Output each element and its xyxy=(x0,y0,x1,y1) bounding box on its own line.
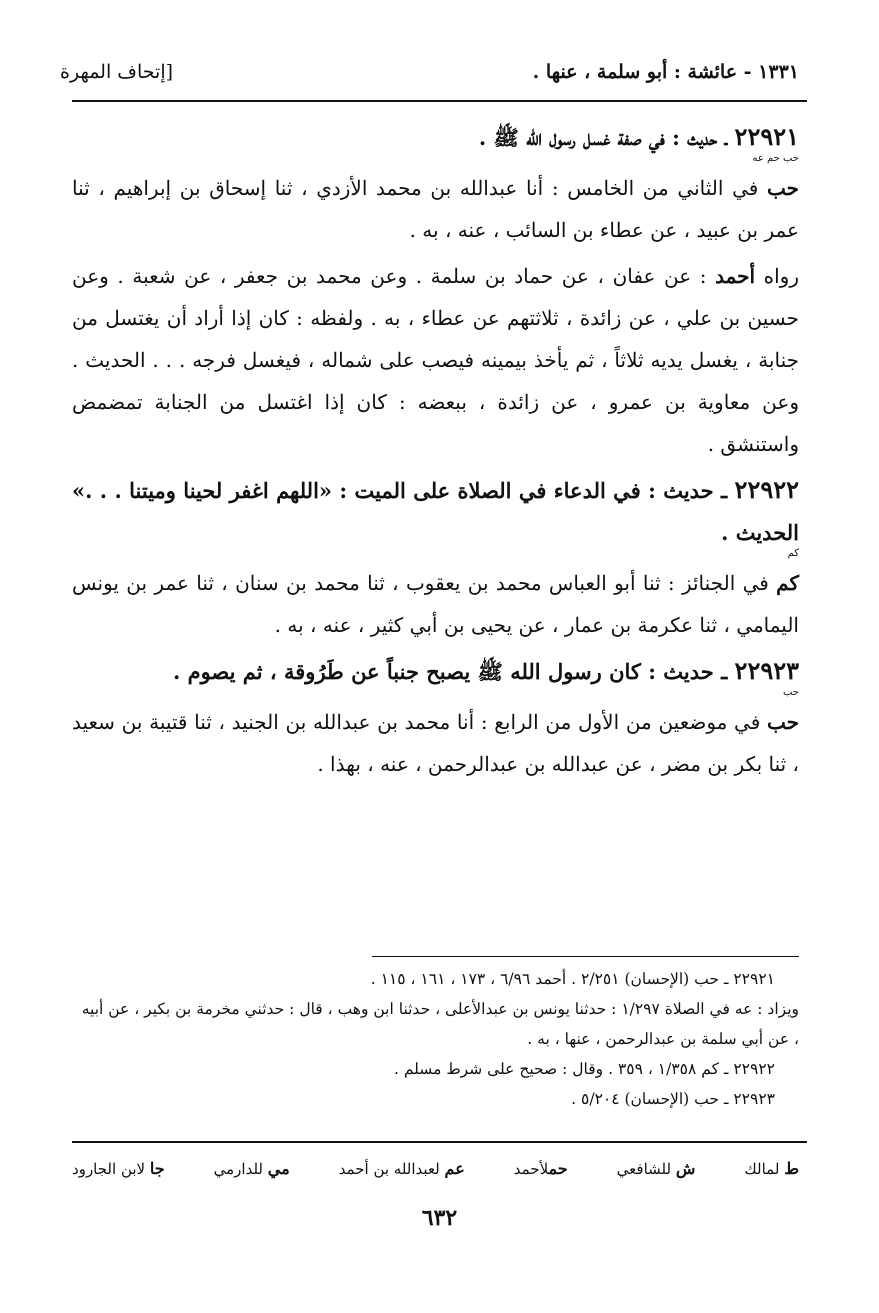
hadith-number: ٢٢٩٢٣ xyxy=(734,656,799,685)
hadith-entry xyxy=(72,650,799,785)
abbreviation-item xyxy=(339,1159,465,1178)
hadith-heading xyxy=(72,650,799,693)
hadith-title: ـ حديث : في صفة غسل رسول الله ﷺ . xyxy=(478,125,735,150)
paragraph-text: في الثاني من الخامس : أنا عبدالله بن محمد الأزدي ، ثنا إسحاق بن إبراهيم ، ثنا عمر بن عبيد ، عن عطاء بن السائب ، عنه ، به . xyxy=(72,176,799,242)
hadith-paragraph xyxy=(72,167,799,251)
hadith-entry xyxy=(72,469,799,646)
source-abbr: كم xyxy=(776,571,799,595)
footnote-line: ٢٢٩٢١ ـ حب (الإحسان) ٢/٢٥١ . أحمد ٦/٩٦ ، ١٧٣ ، ١٦١ ، ١١٥ . xyxy=(370,970,775,988)
hadith-number: ٢٢٩٢٢ xyxy=(734,475,799,504)
abbreviation-code: عم xyxy=(444,1158,465,1178)
abbreviation-label: لأحمد xyxy=(513,1159,549,1178)
book-title: [إتحاف المهرة xyxy=(60,61,174,83)
footnote-rule xyxy=(372,956,799,957)
footnote-line: ٢٢٩٢٢ ـ كم ١/٣٥٨ ، ٣٥٩ . وقال : صحيح على شرط مسلم . xyxy=(393,1060,775,1078)
footnotes xyxy=(72,964,799,1114)
header-rule xyxy=(72,100,807,102)
source-codes: حب xyxy=(782,687,799,698)
hadith-entry xyxy=(72,116,799,465)
abbreviation-code: ش xyxy=(675,1158,696,1178)
paragraph-text: : عن عفان ، عن حماد بن سلمة . وعن محمد بن جعفر ، عن شعبة . وعن حسين بن علي ، عن زائدة ، ثلاثتهم عن عطاء ، به . ولفظه : كان إذا أراد أن يغتسل من جنابة ، يغسل يديه ثلاثاً ، ثم يأخذ بيمينه فيصب على شماله ، فيغسل فرجه . . . الحديث . وعن معاوية بن عمرو ، عن زائدة ، ببعضه : كان إذا اغتسل من الجنابة تمضمض واستنشق . xyxy=(72,264,799,456)
source-codes: كم xyxy=(787,548,799,559)
source-abbr: حب xyxy=(766,176,799,200)
abbreviation-item xyxy=(514,1159,568,1178)
running-title: ١٣٣١ - عائشة : أبو سلمة ، عنها . xyxy=(532,61,799,83)
abbreviation-label: لعبدالله بن أحمد xyxy=(338,1159,440,1178)
main-text xyxy=(72,112,799,785)
hadith-number: ٢٢٩٢١ xyxy=(734,122,799,151)
narrator-name: أحمد xyxy=(715,264,756,288)
page-number: ٦٣٢ xyxy=(421,1205,458,1231)
abbreviations-rule xyxy=(72,1141,807,1143)
paragraph-text: في موضعين من الأول من الرابع : أنا محمد بن عبدالله بن الجنيد ، ثنا قتيبة بن سعيد ، ثنا بكر بن مضر ، عن عبدالله بن عبدالرحمن ، عنه ، بهذا . xyxy=(72,710,799,776)
source-abbr: حب xyxy=(766,710,799,734)
abbreviation-label: لابن الجارود xyxy=(72,1159,146,1178)
abbreviation-item xyxy=(744,1159,799,1178)
paragraph-lead: رواه xyxy=(755,264,800,288)
abbreviation-code: حم xyxy=(548,1158,568,1178)
footnote-line: ٢٢٩٢٣ ـ حب (الإحسان) ٥/٢٠٤ . xyxy=(571,1090,775,1108)
paragraph-text: في الجنائز : ثنا أبو العباس محمد بن يعقوب ، ثنا محمد بن سنان ، ثنا عمر بن يونس اليمامي ، ثنا عكرمة بن عمار ، عن يحيى بن أبي كثير ، عنه ، به . xyxy=(72,571,799,637)
hadith-heading xyxy=(72,469,799,554)
hadith-paragraph xyxy=(72,562,799,646)
page-header xyxy=(60,52,799,92)
hadith-paragraph xyxy=(72,701,799,785)
abbreviation-label: لمالك xyxy=(744,1159,780,1178)
abbreviation-label: للدارمي xyxy=(213,1159,263,1178)
abbreviation-item xyxy=(214,1159,290,1178)
footnote-line: ويزاد : عه في الصلاة ١/٢٩٧ : حدثنا يونس بن عبدالأعلى ، حدثنا ابن وهب ، قال : حدثني مخرمة بن بكير ، عن أبيه ، عن أبي سلمة بن عبدالرحمن ، عنها ، به . xyxy=(81,1000,799,1048)
hadith-paragraph xyxy=(72,255,799,465)
abbreviation-item xyxy=(72,1159,165,1178)
abbreviation-label: للشافعي xyxy=(616,1159,672,1178)
abbreviation-code: جا xyxy=(149,1158,165,1178)
abbreviation-item xyxy=(617,1159,696,1178)
abbreviations-key xyxy=(72,1150,799,1186)
source-codes: حب حم عه xyxy=(752,153,799,164)
hadith-title: ـ حديث : في الدعاء في الصلاة على الميت : «اللهم اغفر لحينا وميتنا . . .» الحديث . xyxy=(72,478,799,545)
hadith-title: ـ حديث : كان رسول الله ﷺ يصبح جنباً عن طَرُوقة ، ثم يصوم . xyxy=(172,659,735,684)
abbreviation-code: مي xyxy=(267,1158,290,1178)
abbreviation-code: ط xyxy=(784,1158,799,1178)
